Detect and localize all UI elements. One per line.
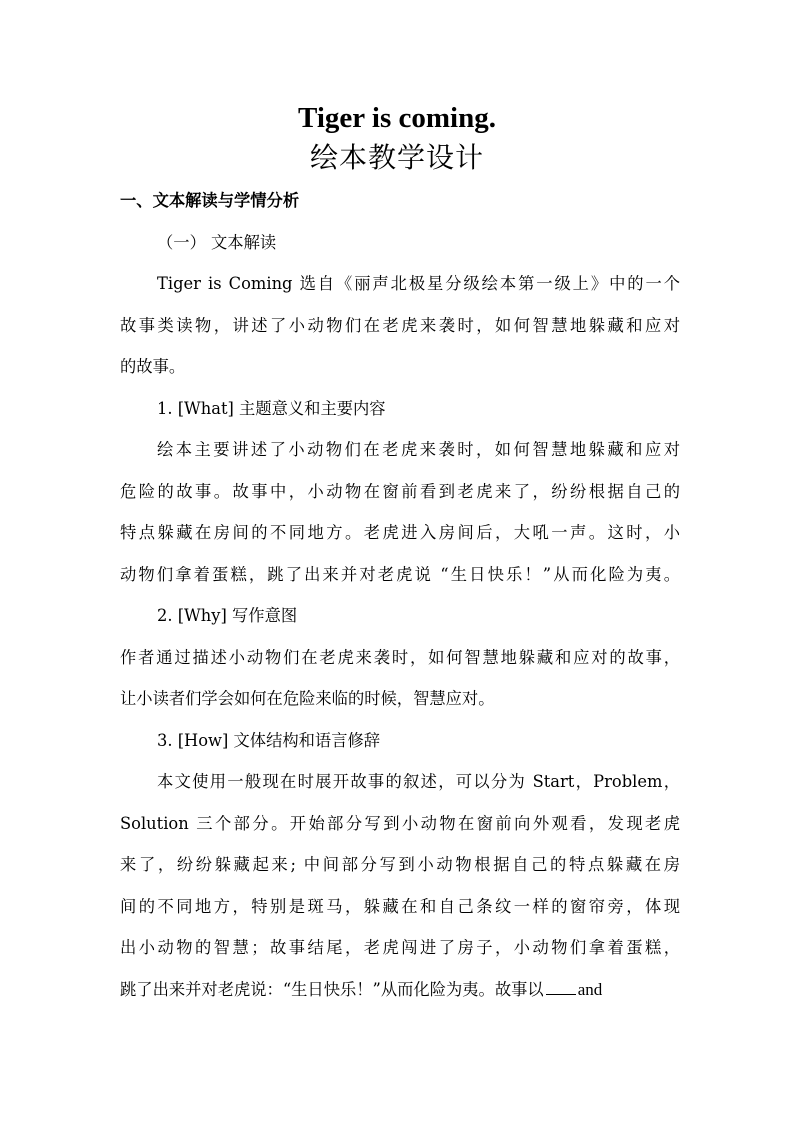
how-paragraph-line-3: 来了，纷纷躲藏起来; 中间部分写到小动物根据自己的特点躲藏在房 xyxy=(120,855,680,874)
how-paragraph-line-6 xyxy=(120,979,680,1001)
how-paragraph-line-1: 本文使用一般现在时展开故事的叙述，可以分为 Start，Problem， xyxy=(157,772,680,791)
what-paragraph-line-1: 绘本主要讲述了小动物们在老虎来袭时，如何智慧地躲藏和应对 xyxy=(157,440,680,459)
section-heading-text-analysis: 一、文本解读与学情分析 xyxy=(120,191,300,210)
what-paragraph-line-4: 动物们拿着蛋糕，跳了出来并对老虎说 “生日快乐！”从而化险为夷。 xyxy=(120,565,680,584)
intro-paragraph-line-3: 的故事。 xyxy=(120,357,186,376)
what-paragraph-line-2: 危险的故事。故事中，小动物在窗前看到老虎来了，纷纷根据自己的 xyxy=(120,482,680,501)
how-paragraph-line-6-end: and xyxy=(577,980,603,999)
how-paragraph-line-4: 间的不同地方，特别是斑马，躲藏在和自己条纹一样的窗帘旁，体现 xyxy=(120,897,680,916)
how-paragraph-line-6-text: 跳了出来并对老虎说：“生日快乐！”从而化险为夷。故事以 xyxy=(120,980,544,999)
what-paragraph-line-3: 特点躲藏在房间的不同地方。老虎进入房间后，大吼一声。这时，小 xyxy=(120,523,680,542)
subsection-heading-text-interpretation: （一） 文本解读 xyxy=(157,233,277,252)
intro-paragraph-line-2: 故事类读物，讲述了小动物们在老虎来袭时，如何智慧地躲藏和应对 xyxy=(120,316,680,335)
why-paragraph-line-2: 让小读者们学会如何在危险来临的时候，智慧应对。 xyxy=(120,689,495,708)
why-paragraph-line-1: 作者通过描述小动物们在老虎来袭时，如何智慧地躲藏和应对的故事， xyxy=(120,648,680,667)
document-title-english: Tiger is coming. xyxy=(298,102,496,134)
document-title-chinese: 绘本教学设计 xyxy=(309,141,484,174)
what-heading: 1. [What] 主题意义和主要内容 xyxy=(157,399,386,418)
intro-paragraph-line-1: Tiger is Coming 选自《丽声北极星分级绘本第一级上》中的一个 xyxy=(157,274,680,293)
why-heading: 2. [Why] 写作意图 xyxy=(157,606,298,625)
how-paragraph-line-5: 出小动物的智慧；故事结尾，老虎闯进了房子，小动物们拿着蛋糕， xyxy=(120,938,680,957)
how-heading: 3. [How] 文体结构和语言修辞 xyxy=(157,731,381,750)
fill-in-blank xyxy=(546,980,576,995)
how-paragraph-line-2: Solution 三个部分。开始部分写到小动物在窗前向外观看，发现老虎 xyxy=(120,814,680,833)
